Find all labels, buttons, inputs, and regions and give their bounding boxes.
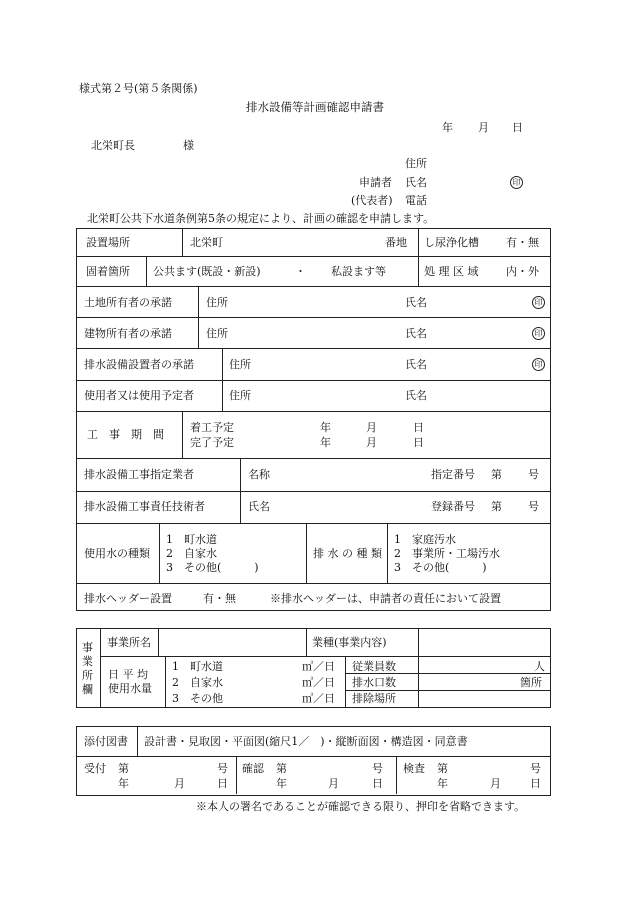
intro-text: 北栄町公共下水道条例第5条の規定により、計画の確認を申請します。 — [87, 212, 435, 225]
water-type-label: 使用水の種類 — [84, 547, 150, 560]
user-label: 使用者又は使用予定者 — [84, 389, 194, 402]
land-owner-name-label: 氏名 — [405, 296, 427, 309]
drain-type-option[interactable]: 1 家庭汚水 — [394, 533, 456, 546]
confirm-number-prefix: 第 — [276, 762, 287, 775]
drain-type-option[interactable]: 3 その他( ) — [394, 561, 487, 574]
receipt-year-label: 年 — [118, 777, 129, 790]
receipt-month-label: 月 — [174, 777, 185, 790]
land-owner-label: 土地所有者の承諾 — [84, 296, 172, 309]
date-day-label: 日 — [512, 121, 523, 134]
water-type-option[interactable]: 2 自家水 — [166, 547, 217, 560]
treatment-area-label: 処 理 区 域 — [424, 265, 479, 278]
location-label: 設置場所 — [86, 236, 130, 249]
applicant-seal-icon: 印 — [510, 176, 523, 189]
water-source-item: 2 自家水 — [172, 676, 223, 689]
confirm-year-label: 年 — [276, 777, 287, 790]
water-volume-unit: ㎥／日 — [302, 692, 335, 705]
user-address-label: 住所 — [229, 389, 251, 402]
building-owner-seal-icon: 印 — [532, 327, 545, 340]
start-year-label: 年 — [320, 421, 331, 434]
designation-number-prefix: 第 — [491, 468, 502, 481]
installer-label: 排水設備設置者の承諾 — [84, 358, 194, 371]
discharge-location-label: 排除場所 — [352, 692, 396, 705]
installer-seal-icon: 印 — [532, 358, 545, 371]
employees-unit: 人 — [534, 660, 545, 673]
engineer-label: 排水設備工事責任技術者 — [84, 500, 205, 513]
applicant-address-label: 住所 — [405, 157, 427, 170]
water-volume-unit: ㎥／日 — [302, 676, 335, 689]
land-owner-seal-icon: 印 — [532, 296, 545, 309]
inspection-label: 検査 — [403, 762, 425, 775]
septic-tank-label: し尿浄化槽 — [424, 236, 479, 249]
receipt-label: 受付 — [84, 762, 106, 775]
construction-period-label: 工 事 期 間 — [87, 428, 164, 441]
confirm-month-label: 月 — [328, 777, 339, 790]
start-day-label: 日 — [413, 421, 424, 434]
business-section-label: 事 — [82, 641, 93, 654]
signature-note: ※本人の署名であることが確認できる限り、押印を省略できます。 — [196, 800, 526, 813]
fixture-label: 固着箇所 — [86, 265, 130, 278]
inspection-day-label: 日 — [530, 777, 541, 790]
private-basin-option[interactable]: 私設ます等 — [331, 265, 386, 278]
public-basin-option[interactable]: 公共ます(既設・新設) — [153, 265, 261, 278]
registration-number-label: 登録番号 — [431, 500, 475, 513]
confirm-number-suffix: 号 — [372, 762, 383, 775]
contractor-company-label: 名称 — [248, 468, 270, 481]
form-title: 排水設備等計画確認申請書 — [246, 100, 384, 114]
land-owner-address-label: 住所 — [206, 296, 228, 309]
installer-name-label: 氏名 — [405, 358, 427, 371]
employees-label: 従業員数 — [352, 660, 396, 673]
business-section-label: 所 — [82, 669, 93, 682]
septic-tank-options[interactable]: 有・無 — [506, 236, 539, 249]
drain-header-options[interactable]: 有・無 — [203, 592, 236, 605]
start-month-label: 月 — [366, 421, 377, 434]
water-volume-unit: ㎥／日 — [302, 660, 335, 673]
building-owner-label: 建物所有者の承諾 — [84, 327, 172, 340]
water-type-option[interactable]: 3 その他( ) — [166, 561, 259, 574]
start-date-label: 着工予定 — [190, 421, 234, 434]
lot-number-label: 番地 — [385, 236, 407, 249]
form-number: 様式第２号(第５条関係) — [79, 82, 198, 95]
business-name-label: 事業所名 — [107, 636, 151, 649]
outlets-unit: 箇所 — [520, 676, 542, 689]
date-month-label: 月 — [478, 121, 489, 134]
date-year-label: 年 — [442, 121, 453, 134]
inspection-number-prefix: 第 — [437, 762, 448, 775]
drain-type-option[interactable]: 2 事業所・工場汚水 — [394, 547, 500, 560]
receipt-number-suffix: 号 — [217, 762, 228, 775]
installer-address-label: 住所 — [229, 358, 251, 371]
end-date-label: 完了予定 — [190, 436, 234, 449]
end-month-label: 月 — [366, 436, 377, 449]
attachments-label: 添付図書 — [84, 735, 128, 748]
addressee: 北栄町長 — [91, 139, 135, 152]
treatment-area-options[interactable]: 内・外 — [506, 265, 539, 278]
registration-number-prefix: 第 — [491, 500, 502, 513]
registration-number-suffix: 号 — [528, 500, 539, 513]
designation-number-suffix: 号 — [528, 468, 539, 481]
applicant-phone-label: 電話 — [405, 194, 427, 207]
receipt-day-label: 日 — [217, 777, 228, 790]
water-volume-label: 使用水量 — [108, 682, 152, 695]
inspection-month-label: 月 — [490, 777, 501, 790]
engineer-name-label: 氏名 — [248, 500, 270, 513]
confirm-label: 確認 — [242, 762, 264, 775]
inspection-number-suffix: 号 — [530, 762, 541, 775]
receipt-number-prefix: 第 — [118, 762, 129, 775]
outlets-label: 排水口数 — [352, 676, 396, 689]
business-type-label: 業種(事業内容) — [312, 636, 387, 649]
building-owner-address-label: 住所 — [206, 327, 228, 340]
applicant-label: 申請者 — [359, 176, 392, 189]
applicant-name-label: 氏名 — [405, 176, 427, 189]
location-town: 北栄町 — [190, 236, 223, 249]
designation-number-label: 指定番号 — [431, 468, 475, 481]
confirm-day-label: 日 — [372, 777, 383, 790]
daily-average-label: 日 平 均 — [108, 668, 148, 681]
attachments-list: 設計書・見取図・平面図(縮尺1／ )・縦断面図・構造図・同意書 — [144, 735, 468, 748]
representative-label: (代表者) — [351, 194, 393, 207]
water-type-option[interactable]: 1 町水道 — [166, 533, 217, 546]
user-name-label: 氏名 — [405, 389, 427, 402]
business-section-label: 業 — [82, 655, 93, 668]
water-source-item: 1 町水道 — [172, 660, 223, 673]
addressee-honorific: 様 — [183, 139, 194, 152]
end-year-label: 年 — [320, 436, 331, 449]
water-source-item: 3 その他 — [172, 692, 223, 705]
drain-type-label: 排 水 の 種 類 — [313, 547, 382, 560]
end-day-label: 日 — [413, 436, 424, 449]
contractor-label: 排水設備工事指定業者 — [84, 468, 194, 481]
basin-separator: ・ — [295, 265, 306, 278]
inspection-year-label: 年 — [437, 777, 448, 790]
drain-header-note: ※排水ヘッダーは、申請者の責任において設置 — [270, 592, 501, 605]
drain-header-label: 排水ヘッダー設置 — [84, 592, 172, 605]
business-section-label: 欄 — [82, 683, 93, 696]
building-owner-name-label: 氏名 — [405, 327, 427, 340]
